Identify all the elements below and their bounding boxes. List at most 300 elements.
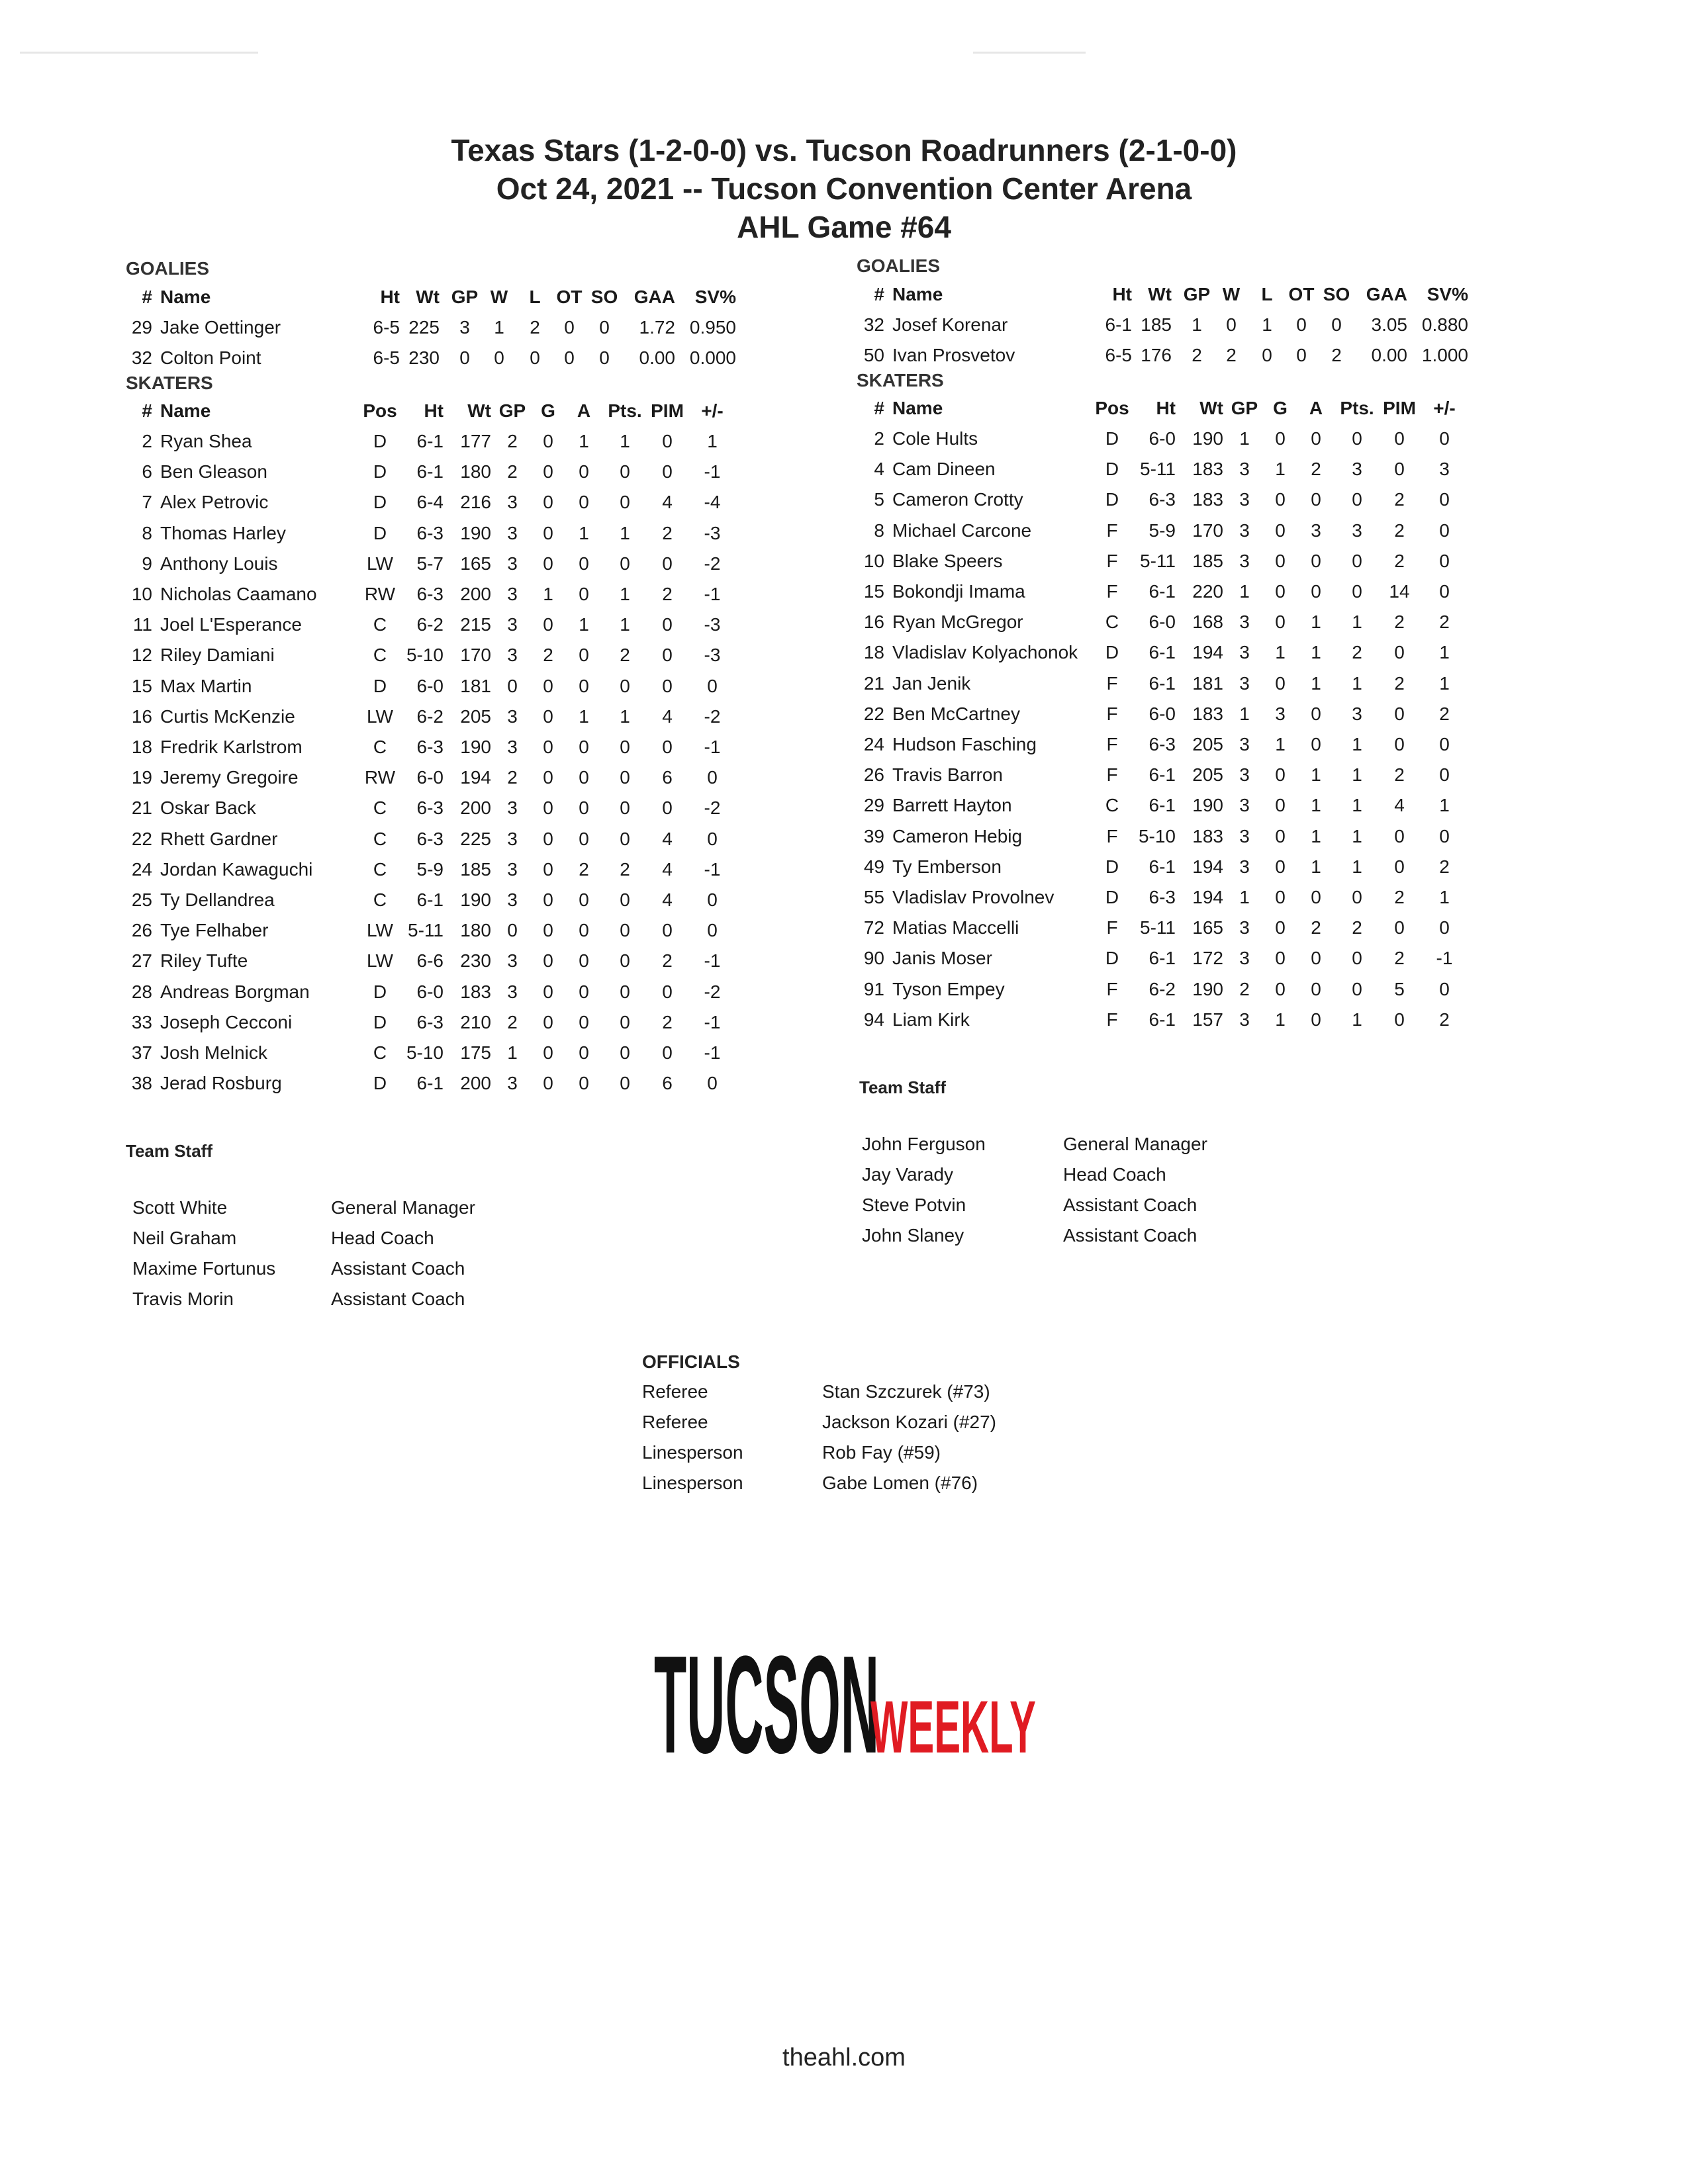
cell-ht: 6-3 bbox=[416, 828, 444, 849]
cell-g: 3 bbox=[1275, 703, 1286, 724]
cell-num: 94 bbox=[863, 1009, 884, 1030]
cell-pts: 1 bbox=[1352, 764, 1362, 786]
cell-plusminus: +/- bbox=[701, 400, 724, 421]
cell-gp: 1 bbox=[507, 1042, 518, 1063]
cell-w: W bbox=[490, 287, 508, 307]
cell-so: SO bbox=[1323, 284, 1350, 304]
cell-ht: 5-11 bbox=[1140, 917, 1176, 938]
cell-num: 8 bbox=[874, 520, 884, 541]
cell-pts: 0 bbox=[1352, 978, 1362, 999]
cell-a: 0 bbox=[1311, 978, 1321, 999]
cell-num: 37 bbox=[131, 1042, 152, 1063]
cell-g: 0 bbox=[543, 920, 553, 941]
cell-wt: 181 bbox=[460, 675, 491, 696]
cell-wt: 183 bbox=[1192, 703, 1223, 724]
cell-name: Max Martin bbox=[160, 675, 252, 696]
right-skater-row bbox=[0, 729, 1450, 760]
cell-ht: 6-1 bbox=[1149, 764, 1176, 786]
cell-num: # bbox=[874, 284, 884, 304]
cell-ht: 6-1 bbox=[1149, 672, 1176, 694]
cell-a: 0 bbox=[579, 553, 589, 574]
cell-gp: GP bbox=[1183, 284, 1211, 304]
cell-name: Name bbox=[892, 284, 943, 304]
cell-pts: 0 bbox=[620, 767, 630, 788]
cell-ht: 5-10 bbox=[406, 1042, 444, 1063]
cell-pos: RW bbox=[364, 767, 396, 788]
cell-a: 1 bbox=[1311, 642, 1321, 663]
cell-w: 0 bbox=[1226, 314, 1237, 335]
left-staff-member-name: Travis Morin bbox=[132, 1289, 234, 1309]
cell-num: 91 bbox=[863, 978, 884, 999]
cell-ht: 6-3 bbox=[1149, 489, 1176, 510]
left-staff-member-role: Assistant Coach bbox=[331, 1289, 465, 1309]
cell-name: Matias Maccelli bbox=[892, 917, 1019, 938]
cell-num: 29 bbox=[863, 795, 884, 816]
cell-gaa: 0.00 bbox=[1371, 345, 1407, 365]
cell-num: 16 bbox=[131, 705, 152, 727]
cell-wt: 190 bbox=[1192, 978, 1223, 999]
cell-ot: 0 bbox=[1296, 314, 1307, 335]
cell-plusminus: -2 bbox=[704, 797, 721, 819]
cell-a: 0 bbox=[1311, 948, 1321, 969]
cell-name: Travis Barron bbox=[892, 764, 1004, 786]
cell-a: 0 bbox=[1311, 428, 1321, 449]
cell-ht: 6-4 bbox=[416, 492, 444, 513]
cell-gp: 3 bbox=[507, 797, 518, 819]
cell-wt: 176 bbox=[1141, 345, 1172, 365]
cell-wt: 230 bbox=[408, 347, 440, 368]
cell-pim: 4 bbox=[662, 889, 673, 910]
cell-num: 12 bbox=[131, 645, 152, 666]
cell-num: 6 bbox=[142, 461, 152, 482]
cell-a: 0 bbox=[579, 645, 589, 666]
cell-name: Fredrik Karlstrom bbox=[160, 737, 303, 757]
cell-a: 1 bbox=[1311, 764, 1321, 786]
cell-pts: 0 bbox=[1352, 550, 1362, 571]
cell-gaa: 0.00 bbox=[639, 347, 675, 368]
cell-gp: 3 bbox=[1239, 642, 1250, 663]
cell-num: 9 bbox=[142, 553, 152, 574]
cell-num: 2 bbox=[874, 428, 884, 449]
cell-a: 1 bbox=[579, 522, 589, 543]
cell-gp: 3 bbox=[1239, 489, 1250, 510]
cell-a: 1 bbox=[1311, 612, 1321, 633]
cell-g: 0 bbox=[543, 1042, 553, 1063]
cell-svpct: 0.000 bbox=[689, 347, 736, 368]
right-skater-row bbox=[0, 943, 1453, 974]
official-name: Referee bbox=[642, 1381, 708, 1402]
cell-ht: 5-10 bbox=[406, 645, 444, 666]
cell-ht: 6-2 bbox=[416, 705, 444, 727]
cell-name: Name bbox=[892, 398, 943, 418]
cell-g: 0 bbox=[1275, 612, 1286, 633]
cell-so: 0 bbox=[599, 347, 610, 368]
cell-num: 21 bbox=[131, 797, 152, 819]
cell-plusminus: 2 bbox=[1439, 612, 1450, 633]
left-team-staff-title: Team Staff bbox=[126, 1141, 212, 1161]
cell-wt: 172 bbox=[1192, 948, 1223, 969]
cell-name: Ben McCartney bbox=[892, 703, 1020, 724]
cell-g: 0 bbox=[543, 767, 553, 788]
cell-num: 15 bbox=[131, 675, 152, 696]
cell-svpct: 0.880 bbox=[1421, 314, 1468, 335]
cell-wt: 185 bbox=[1141, 314, 1172, 335]
cell-svpct: SV% bbox=[694, 287, 736, 307]
cell-num: 10 bbox=[131, 584, 152, 604]
cell-plusminus: 1 bbox=[1439, 795, 1450, 816]
cell-pts: 1 bbox=[620, 584, 630, 604]
right-staff-member bbox=[0, 1129, 1688, 1160]
cell-gp: 3 bbox=[507, 705, 518, 727]
cell-ht: 6-1 bbox=[1105, 314, 1132, 335]
cell-name: Joel L'Esperance bbox=[160, 614, 302, 635]
cell-ot: OT bbox=[1288, 284, 1315, 304]
cell-pos: C bbox=[373, 858, 387, 880]
cell-ht: 6-3 bbox=[416, 584, 444, 604]
cell-wt: 205 bbox=[1192, 734, 1223, 754]
cell-pos: LW bbox=[367, 950, 393, 972]
cell-ht: 6-5 bbox=[1105, 345, 1132, 365]
cell-wt: 194 bbox=[1192, 642, 1223, 663]
cell-num: 24 bbox=[131, 858, 152, 880]
cell-wt: 205 bbox=[460, 705, 491, 727]
cell-pts: Pts. bbox=[608, 400, 642, 421]
cell-pos: D bbox=[1105, 428, 1119, 449]
cell-plusminus: -1 bbox=[704, 858, 721, 880]
cell-wt: 180 bbox=[460, 461, 491, 482]
cell-wt: 190 bbox=[460, 889, 491, 910]
cell-pos: LW bbox=[367, 920, 393, 941]
cell-num: 72 bbox=[863, 917, 884, 938]
official-name: Referee bbox=[642, 1412, 708, 1432]
cell-pim: 0 bbox=[1394, 856, 1405, 877]
cell-wt: 230 bbox=[460, 950, 491, 972]
cell-num: 90 bbox=[863, 948, 884, 969]
cell-gp: 0 bbox=[459, 347, 470, 368]
scan-artifact bbox=[973, 52, 1086, 54]
cell-plusminus: 0 bbox=[707, 675, 718, 696]
cell-g: G bbox=[1273, 398, 1288, 418]
right-skater-row bbox=[0, 882, 1450, 913]
cell-plusminus: -1 bbox=[704, 737, 721, 757]
right-skater-row bbox=[0, 424, 1450, 454]
cell-pts: 0 bbox=[1352, 887, 1362, 907]
cell-pts: 0 bbox=[620, 553, 630, 574]
cell-ht: 6-1 bbox=[1149, 795, 1176, 816]
cell-plusminus: 0 bbox=[1439, 734, 1450, 754]
cell-w: 1 bbox=[494, 317, 504, 338]
cell-gp: 3 bbox=[507, 584, 518, 604]
cell-ot: 0 bbox=[564, 317, 575, 338]
cell-gp: 2 bbox=[1239, 978, 1250, 999]
cell-pts: 0 bbox=[620, 1073, 630, 1094]
cell-wt: 225 bbox=[408, 317, 440, 338]
cell-pos: D bbox=[373, 1011, 387, 1032]
cell-a: 0 bbox=[1311, 550, 1321, 571]
cell-pim: 0 bbox=[662, 431, 673, 451]
right-skater-row bbox=[0, 790, 1450, 821]
cell-pim: 2 bbox=[1394, 520, 1405, 541]
right-staff-member-name: John Ferguson bbox=[862, 1134, 986, 1154]
cell-pim: 4 bbox=[662, 858, 673, 880]
cell-plusminus: -1 bbox=[704, 1011, 721, 1032]
cell-wt: 165 bbox=[460, 553, 491, 574]
cell-gp: 3 bbox=[1239, 825, 1250, 846]
cell-plusminus: 0 bbox=[1439, 978, 1450, 999]
cell-l: 0 bbox=[530, 347, 540, 368]
cell-a: 1 bbox=[1311, 856, 1321, 877]
cell-gp: 1 bbox=[1239, 581, 1250, 602]
cell-num: 49 bbox=[863, 856, 884, 877]
official-role: Rob Fay (#59) bbox=[822, 1442, 941, 1463]
right-staff-member bbox=[0, 1220, 1688, 1251]
cell-pos: Pos bbox=[1095, 398, 1129, 418]
right-skater-header-row bbox=[0, 393, 1456, 424]
cell-name: Ty Dellandrea bbox=[160, 889, 275, 910]
cell-name: Anthony Louis bbox=[160, 553, 278, 574]
cell-num: 4 bbox=[874, 459, 884, 480]
cell-ht: 6-0 bbox=[1149, 703, 1176, 724]
cell-pos: F bbox=[1106, 734, 1118, 754]
cell-plusminus: +/- bbox=[1433, 398, 1456, 418]
cell-num: 18 bbox=[131, 737, 152, 757]
title-line-1: Texas Stars (1-2-0-0) vs. Tucson Roadrunners (2-1-0-0) bbox=[451, 133, 1237, 167]
cell-ot: 0 bbox=[1296, 345, 1307, 365]
cell-g: 1 bbox=[543, 584, 553, 604]
cell-w: W bbox=[1222, 284, 1241, 304]
cell-wt: 200 bbox=[460, 797, 491, 819]
cell-wt: 181 bbox=[1192, 672, 1223, 694]
cell-num: 18 bbox=[863, 642, 884, 663]
cell-name: Cam Dineen bbox=[892, 459, 996, 480]
cell-pos: D bbox=[373, 675, 387, 696]
cell-wt: 183 bbox=[1192, 459, 1223, 480]
cell-a: 0 bbox=[579, 797, 589, 819]
cell-name: Riley Damiani bbox=[160, 645, 275, 666]
cell-ht: 6-0 bbox=[416, 767, 444, 788]
cell-name: Janis Moser bbox=[892, 948, 992, 969]
cell-ht: 6-1 bbox=[1149, 856, 1176, 877]
left-skaters-label: SKATERS bbox=[126, 373, 213, 393]
right-skater-row bbox=[0, 546, 1450, 576]
cell-a: 0 bbox=[1311, 489, 1321, 510]
cell-pim: 5 bbox=[1394, 978, 1405, 999]
cell-gp: 3 bbox=[1239, 764, 1250, 786]
cell-wt: Wt bbox=[416, 287, 440, 307]
official bbox=[0, 1468, 1688, 1498]
cell-num: 11 bbox=[132, 614, 152, 635]
cell-pim: PIM bbox=[1383, 398, 1416, 418]
cell-g: 1 bbox=[1275, 642, 1286, 663]
cell-ht: 5-11 bbox=[1140, 550, 1176, 571]
cell-pts: 0 bbox=[1352, 489, 1362, 510]
cell-pos: D bbox=[373, 522, 387, 543]
cell-name: Barrett Hayton bbox=[892, 795, 1012, 816]
cell-svpct: 0.950 bbox=[689, 317, 736, 338]
cell-name: Josef Korenar bbox=[892, 314, 1008, 335]
cell-a: 1 bbox=[1311, 672, 1321, 694]
cell-a: 0 bbox=[1311, 1009, 1321, 1030]
cell-name: Vladislav Kolyachonok bbox=[892, 642, 1078, 663]
cell-a: 0 bbox=[579, 889, 589, 910]
cell-name: Cameron Hebig bbox=[892, 825, 1023, 846]
cell-plusminus: 2 bbox=[1439, 703, 1450, 724]
cell-pim: 0 bbox=[662, 553, 673, 574]
cell-plusminus: 0 bbox=[1439, 520, 1450, 541]
cell-name: Name bbox=[160, 400, 211, 421]
cell-ht: 6-3 bbox=[416, 797, 444, 819]
cell-num: 5 bbox=[874, 489, 884, 510]
cell-pos: LW bbox=[367, 705, 393, 727]
cell-pos: F bbox=[1106, 764, 1118, 786]
left-staff-member-role: Assistant Coach bbox=[331, 1258, 465, 1279]
cell-pos: D bbox=[1105, 948, 1119, 969]
cell-pim: 14 bbox=[1389, 581, 1410, 602]
right-skater-row bbox=[0, 637, 1450, 668]
cell-name: Josh Melnick bbox=[160, 1042, 267, 1063]
cell-g: 0 bbox=[543, 492, 553, 513]
official bbox=[0, 1407, 1688, 1437]
cell-gp: 3 bbox=[507, 950, 518, 972]
cell-gp: 0 bbox=[507, 920, 518, 941]
cell-wt: 183 bbox=[1192, 825, 1223, 846]
cell-g: G bbox=[541, 400, 555, 421]
cell-gp: 3 bbox=[507, 614, 518, 635]
cell-name: Joseph Cecconi bbox=[160, 1011, 293, 1032]
cell-pts: 0 bbox=[1352, 948, 1362, 969]
right-goalie-row bbox=[0, 310, 1468, 340]
cell-pos: C bbox=[373, 645, 387, 666]
cell-plusminus: -3 bbox=[704, 522, 721, 543]
cell-pts: 1 bbox=[1352, 612, 1362, 633]
cell-a: 0 bbox=[579, 492, 589, 513]
cell-g: 0 bbox=[1275, 978, 1286, 999]
left-skater-row bbox=[0, 1068, 741, 1099]
cell-gp: GP bbox=[451, 287, 479, 307]
cell-wt: 216 bbox=[460, 492, 491, 513]
cell-name: Bokondji Imama bbox=[892, 581, 1025, 602]
cell-ht: 5-10 bbox=[1138, 825, 1176, 846]
cell-a: 0 bbox=[1311, 581, 1321, 602]
cell-plusminus: -2 bbox=[704, 705, 721, 727]
cell-name: Oskar Back bbox=[160, 797, 256, 819]
cell-a: 0 bbox=[579, 828, 589, 849]
cell-name: Ryan McGregor bbox=[892, 612, 1023, 633]
cell-wt: 190 bbox=[1192, 428, 1223, 449]
cell-pim: 4 bbox=[662, 705, 673, 727]
cell-gp: 3 bbox=[1239, 795, 1250, 816]
cell-g: 0 bbox=[543, 1073, 553, 1094]
cell-ht: 6-3 bbox=[1149, 734, 1176, 754]
cell-gaa: 1.72 bbox=[639, 317, 675, 338]
left-goalies-label: GOALIES bbox=[126, 258, 210, 279]
cell-plusminus: 0 bbox=[707, 767, 718, 788]
right-skaters-label: SKATERS bbox=[857, 370, 944, 390]
cell-a: 0 bbox=[1311, 703, 1321, 724]
cell-g: 0 bbox=[1275, 489, 1286, 510]
officials-title: OFFICIALS bbox=[642, 1351, 740, 1372]
cell-pim: 0 bbox=[662, 737, 673, 757]
cell-so: 2 bbox=[1331, 345, 1342, 365]
cell-num: 26 bbox=[863, 764, 884, 786]
right-skater-row bbox=[0, 821, 1450, 852]
cell-g: 0 bbox=[543, 614, 553, 635]
cell-gp: 2 bbox=[507, 1011, 518, 1032]
right-skater-row bbox=[0, 607, 1450, 637]
cell-gp: 3 bbox=[1239, 550, 1250, 571]
cell-gp: 3 bbox=[507, 828, 518, 849]
cell-g: 2 bbox=[543, 645, 553, 666]
cell-g: 1 bbox=[1275, 1009, 1286, 1030]
cell-name: Ty Emberson bbox=[892, 856, 1002, 877]
cell-pts: 0 bbox=[620, 737, 630, 757]
cell-a: 2 bbox=[1311, 459, 1321, 480]
cell-pts: 0 bbox=[1352, 428, 1362, 449]
cell-wt: 194 bbox=[460, 767, 491, 788]
cell-pim: 0 bbox=[1394, 703, 1405, 724]
right-team-staff-title: Team Staff bbox=[859, 1077, 946, 1097]
cell-ht: 5-11 bbox=[408, 920, 444, 941]
cell-g: 0 bbox=[543, 431, 553, 451]
cell-pim: 0 bbox=[662, 461, 673, 482]
cell-name: Tyson Empey bbox=[892, 978, 1005, 999]
cell-name: Liam Kirk bbox=[892, 1009, 970, 1030]
cell-wt: Wt bbox=[1148, 284, 1172, 304]
cell-pts: 1 bbox=[620, 522, 630, 543]
cell-pim: 2 bbox=[1394, 764, 1405, 786]
cell-a: 0 bbox=[579, 1073, 589, 1094]
cell-ht: 6-1 bbox=[1149, 948, 1176, 969]
cell-pts: 0 bbox=[620, 889, 630, 910]
cell-g: 0 bbox=[543, 553, 553, 574]
cell-wt: 190 bbox=[460, 522, 491, 543]
cell-num: 29 bbox=[131, 317, 152, 338]
cell-gp: 3 bbox=[507, 492, 518, 513]
cell-plusminus: 0 bbox=[1439, 764, 1450, 786]
cell-wt: 165 bbox=[1192, 917, 1223, 938]
cell-num: 24 bbox=[863, 734, 884, 754]
cell-num: # bbox=[874, 398, 884, 418]
cell-wt: Wt bbox=[1199, 398, 1223, 418]
cell-ht: Ht bbox=[424, 400, 444, 421]
cell-name: Nicholas Caamano bbox=[160, 584, 317, 604]
cell-gp: 2 bbox=[507, 767, 518, 788]
cell-l: 0 bbox=[1262, 345, 1272, 365]
cell-pts: 2 bbox=[1352, 917, 1362, 938]
cell-name: Alex Petrovic bbox=[160, 492, 269, 513]
cell-pim: 6 bbox=[662, 767, 673, 788]
right-staff-member-name: Steve Potvin bbox=[862, 1195, 966, 1215]
cell-wt: 190 bbox=[460, 737, 491, 757]
cell-ht: 6-2 bbox=[416, 614, 444, 635]
cell-pim: 0 bbox=[1394, 825, 1405, 846]
cell-plusminus: -4 bbox=[704, 492, 721, 513]
cell-name: Tye Felhaber bbox=[160, 920, 269, 941]
cell-num: 7 bbox=[142, 492, 152, 513]
cell-pim: 2 bbox=[662, 584, 673, 604]
right-staff-member-name: Jay Varady bbox=[862, 1164, 953, 1185]
cell-g: 0 bbox=[543, 950, 553, 972]
cell-a: 1 bbox=[579, 431, 589, 451]
left-staff-member-name: Maxime Fortunus bbox=[132, 1258, 276, 1279]
cell-name: Colton Point bbox=[160, 347, 261, 368]
cell-pos: D bbox=[1105, 642, 1119, 663]
cell-gp: 3 bbox=[1239, 459, 1250, 480]
cell-g: 0 bbox=[1275, 795, 1286, 816]
cell-plusminus: 0 bbox=[1439, 550, 1450, 571]
cell-so: 0 bbox=[599, 317, 610, 338]
cell-w: 2 bbox=[1226, 345, 1237, 365]
